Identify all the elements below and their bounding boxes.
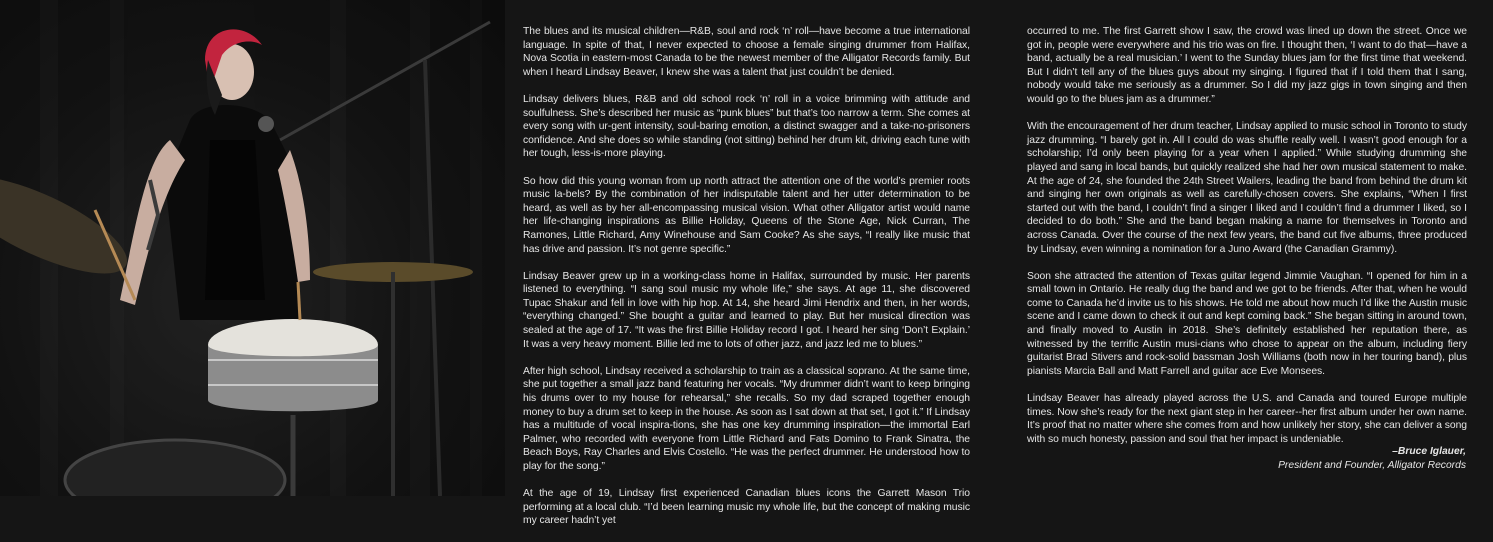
drummer-photo [0,0,505,496]
paragraph: So how did this young woman from up north attract the attention one of the world’s premier roots music la-bels? By the combination of her indisputable talent and her utter determination to be heard, as well as by her all-encompassing musical vision. What other Alligator artist would name her life-changing inspirations as Billie Holiday, Queens of the Stone Age, Nick Curran, The Ramones, Little Richard, Amy Winehouse and Sam Cooke? As she says, “I really like music that has drive and passion. It’s not genre specific.” [523,175,970,255]
signature-block [1278,445,1466,472]
paragraph: Lindsay Beaver grew up in a working-class home in Halifax, surrounded by music. Her parents listened to everything. “I sang soul music my whole life,” she says. At age 11, she discovered Tupac Shakur and fell in love with hip hop. At 14, she heard Jimi Hendrix and then, in her words, “everything changed.” She bought a guitar and learned to play. But her musical direction was sealed at the age of 17. “It was the first Billie Holiday record I got. I heard her sing ‘Don’t Explain.’ It was a very heavy moment. Billie led me to lots of other jazz, and jazz led me to blues.” [523,270,970,350]
paragraph: The blues and its musical children—R&B, soul and rock ‘n’ roll—have become a true international language. In spite of that, I never expected to choose a female singing drummer from Halifax, Nova Scotia in eastern-most Canada to be the newest member of the Alligator Records family. But when I heard Lindsay Beaver, I knew she was a talent that just couldn’t be denied. [523,26,970,78]
signature-title: President and Founder, Alligator Records [1278,459,1466,471]
paragraph: At the age of 19, Lindsay first experienced Canadian blues icons the Garrett Mason Trio performing at a local club. “I’d been learning music my whole life, but the concept of making music my career hadn’t yet [523,488,970,527]
paragraph: After high school, Lindsay received a scholarship to train as a classical soprano. At the same time, she put together a small jazz band featuring her vocals. “My drummer didn’t want to keep bringing his drums over to my house for rehearsal,” she recalls. So my dad scraped together enough money to buy a drum set to keep in the house. As soon as I sat down at that set, I got it.” If Lindsay has a multitude of vocal inspira-tions, she has one key drumming inspiration—the immortal Earl Palmer, who recorded with everyone from Little Richard and Fats Domino to Frank Sinatra, the Beach Boys, Ray Charles and Elvis Costello. “He was the perfect drummer. He understood how to play for the song.” [523,365,970,472]
paragraph: occurred to me. The first Garrett show I saw, the crowd was lined up down the street. Once we got in, people were everywhere and his trio was on fire. I thought then, ‘I want to do that—have a band, actually be a real musician.’ I went to the Sunday blues jam for the first time that weekend. But I didn’t tell any of the blues guys about my singing. I figured that if I told them that I sang, nobody would take me seriously as a drummer. So I did my jazz gigs in town singing and then would go to the blues jam as a drummer.” [1027,26,1467,105]
paragraph: Soon she attracted the attention of Texas guitar legend Jimmie Vaughan. “I opened for him in a small town in Ontario. He really dug the band and we got to be friends. After that, when he would come to Canada he’d invite us to his shows. He told me about how much I’d like the Austin music scene and I came down to check it out and kept coming back.” She began sitting in around town, and finally moved to Austin in 2018. She’s definitely established her reputation there, as witnessed by the terrific Austin musi-cians who chose to appear on the album, including fiery guitarist Brad Stivers and rock-solid bassman Josh Williams (both now in her touring band), plus pianists Marcia Ball and Matt Farrell and guitar ace Eve Monsees. [1027,270,1467,377]
paragraph: With the encouragement of her drum teacher, Lindsay applied to music school in Toronto to study jazz drumming. “I barely got in. All I could do was shuffle really well. I wasn’t good enough for a scholarship; I’d only been playing for a year when I applied.” While studying drumming she played and sang in local bands, but quickly realized she had her own musical statement to make. At the age of 24, she founded the 24th Street Wailers, leading the band from behind the drum kit and singing her own originals as well as carefully-chosen covers. She explains, “When I first started out with the band, I couldn’t find a singer I liked and I couldn’t find a drummer I liked, so I decided to do both.” She and the band began making a name for themselves in Toronto and across Canada. Over the course of the next few years, the band cut five albums, three produced by Lindsay, even winning a nomination for a Juno Award (the Canadian Grammy). [1027,121,1467,255]
drummer-illustration [0,0,505,496]
text-column-left [523,25,970,542]
paragraph: Lindsay delivers blues, R&B and old school rock ‘n’ roll in a voice brimming with attitude and soulfulness. She’s described her music as “punk blues” but that’s too narrow a term. She comes at every song with ur-gent intensity, soul-baring emotion, a distinct swagger and a take-no-prisoners confidence. And she does so while standing (not sitting) behind her drum kit, driving each tune with her tough, less-is-more playing. [523,93,970,160]
drumstick-right [298,282,300,320]
signature-name: –Bruce Iglauer, [1392,446,1466,457]
text-column-right [1027,25,1467,460]
paragraph: Lindsay Beaver has already played across the U.S. and Canada and toured Europe multiple times. Now she’s ready for the next giant step in her career--her first album under her own name. It’s proof that no matter where she comes from and how unlikely her story, she can deliver a song with so much honesty, passion and soul that her impact is undeniable. [1027,393,1467,445]
